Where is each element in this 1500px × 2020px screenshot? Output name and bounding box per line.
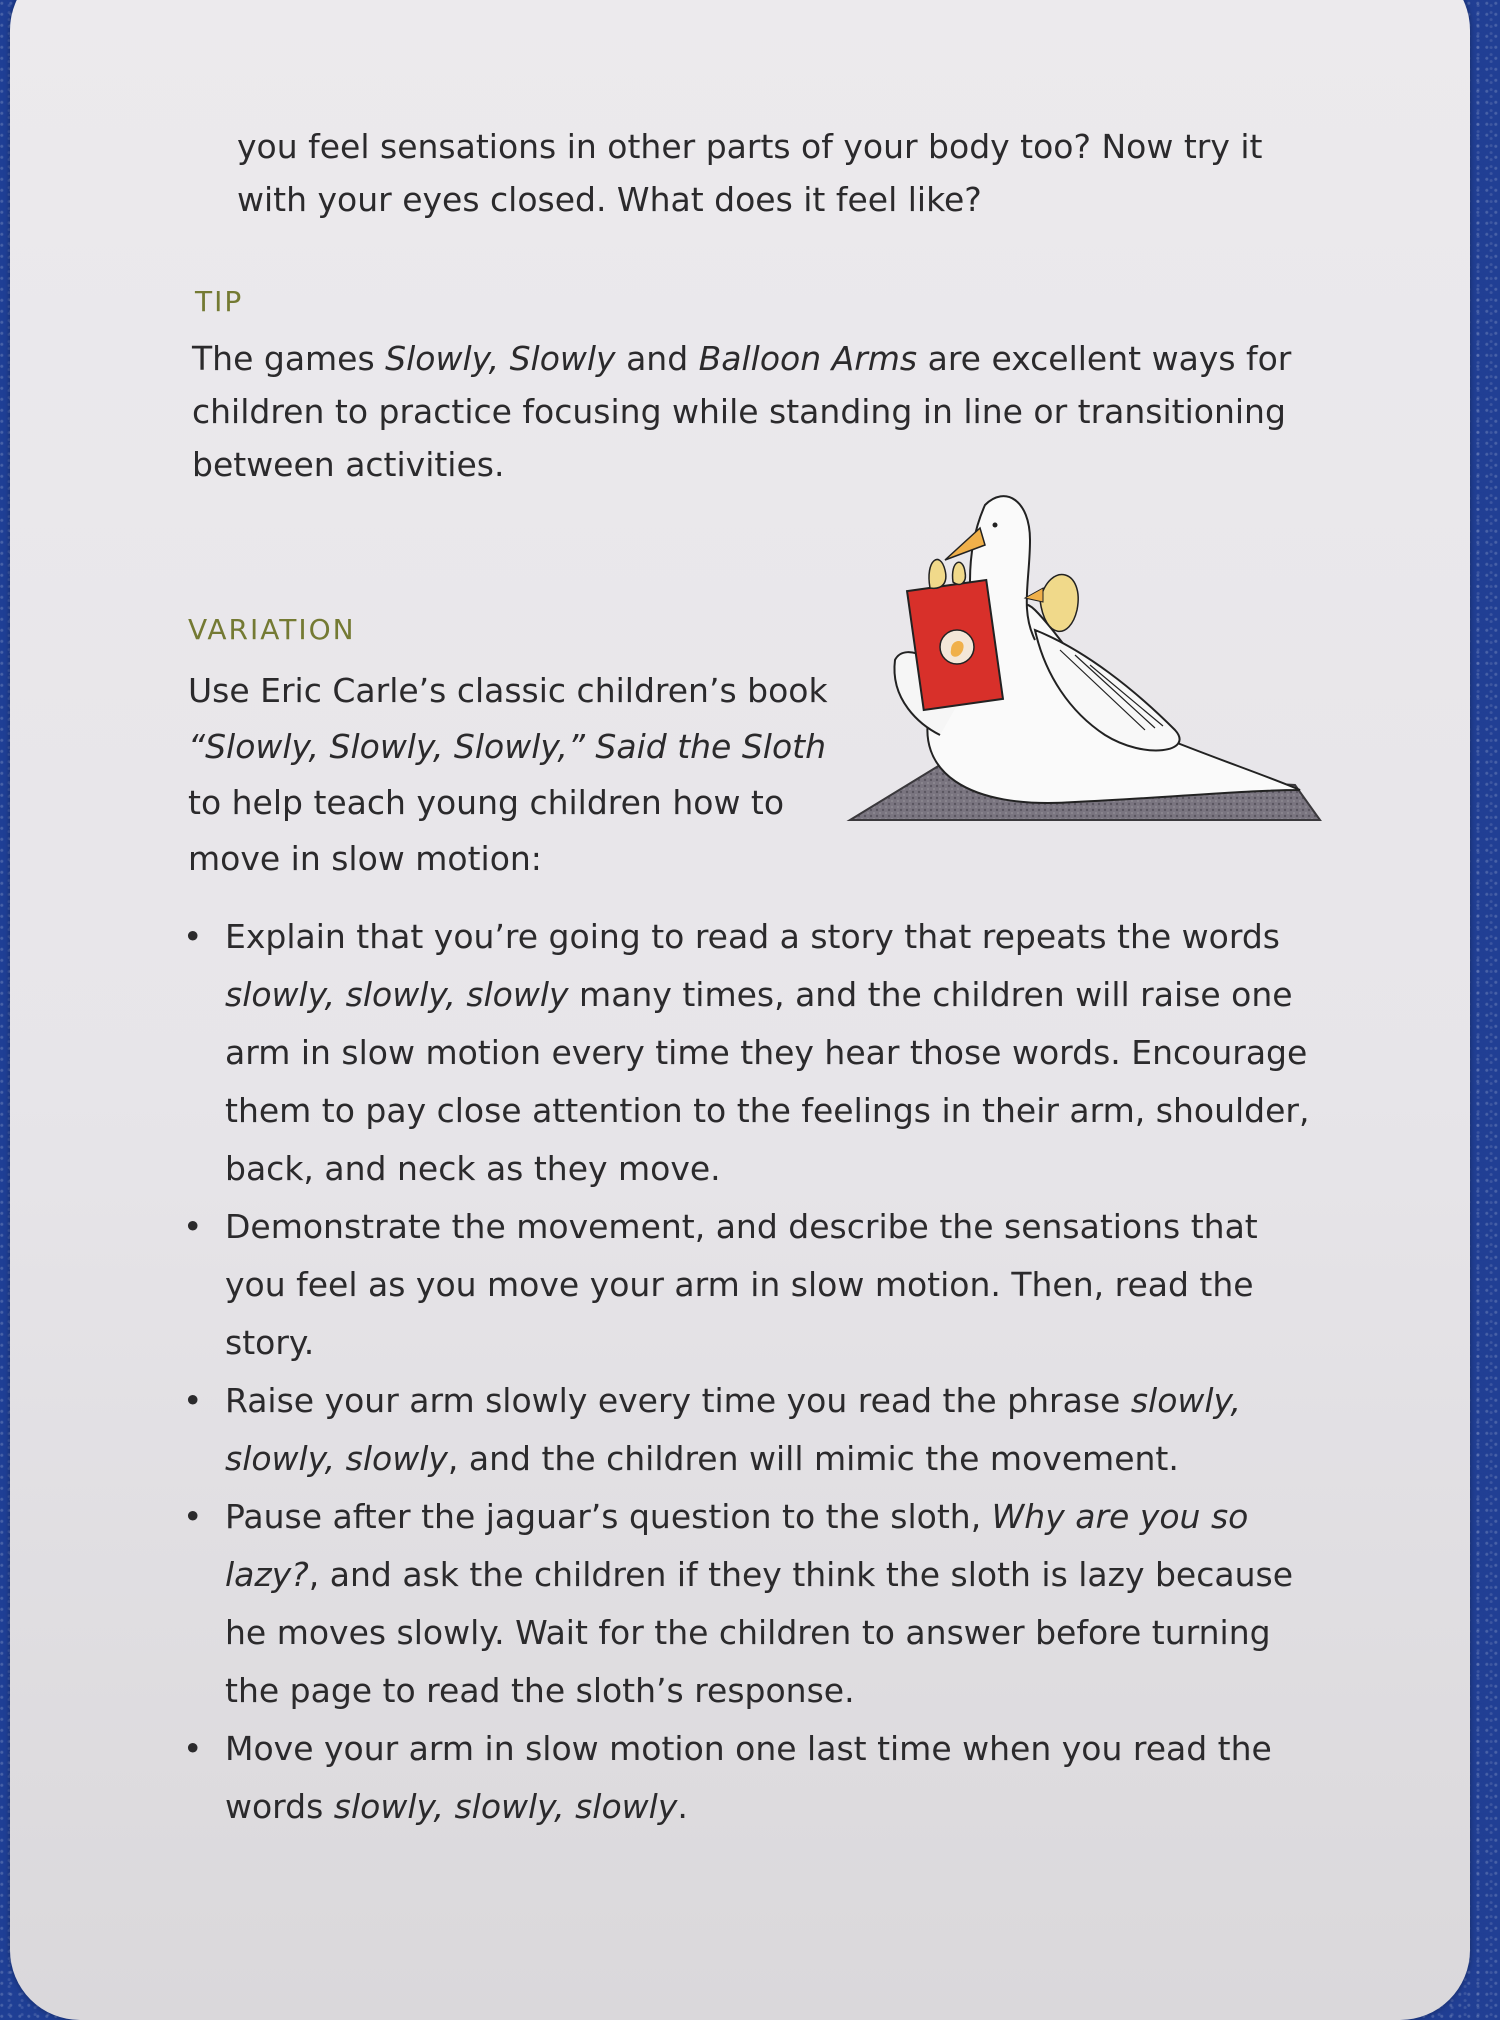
tip-text: The games bbox=[192, 339, 386, 378]
list-text: Explain that you’re going to read a story that repeats the words bbox=[225, 917, 1280, 956]
emphasis-text: slowly, slowly, slowly bbox=[225, 975, 569, 1014]
instruction-list bbox=[175, 908, 1335, 1836]
tip-text: children to practice focusing while standing in line or transitioning bbox=[192, 392, 1286, 431]
variation-heading: VARIATION bbox=[188, 613, 356, 646]
list-item bbox=[175, 1720, 1335, 1836]
list-text: arm in slow motion every time they hear those words. Encourage bbox=[225, 1033, 1308, 1072]
list-text: story. bbox=[225, 1323, 315, 1362]
list-text: Demonstrate the movement, and describe the sensations that bbox=[225, 1207, 1258, 1246]
list-text: you feel as you move your arm in slow motion. Then, read the bbox=[225, 1265, 1254, 1304]
list-text: he moves slowly. Wait for the children to answer before turning bbox=[225, 1613, 1271, 1652]
bullet-icon: • bbox=[183, 1497, 203, 1536]
list-text: them to pay close attention to the feelings in their arm, shoulder, bbox=[225, 1091, 1310, 1130]
emphasis-text: Why are you so bbox=[991, 1497, 1249, 1536]
list-text: Raise your arm slowly every time you read the phrase bbox=[225, 1381, 1131, 1420]
list-text: the page to read the sloth’s response. bbox=[225, 1671, 855, 1710]
duck-reading-illustration bbox=[845, 490, 1325, 830]
variation-text: move in slow motion: bbox=[188, 839, 542, 878]
emphasis-text: slowly, slowly, slowly bbox=[333, 1787, 678, 1826]
list-text: , and ask the children if they think the sloth is lazy because bbox=[308, 1555, 1294, 1594]
list-item bbox=[175, 908, 1335, 1198]
tip-heading: TIP bbox=[195, 285, 244, 318]
tip-paragraph bbox=[192, 332, 1291, 491]
bullet-icon: • bbox=[183, 1207, 203, 1246]
variation-text: Use Eric Carle’s classic children’s book bbox=[188, 671, 828, 710]
intro-line: with your eyes closed. What does it feel like? bbox=[237, 180, 982, 219]
list-item bbox=[175, 1198, 1335, 1372]
list-text: . bbox=[677, 1787, 688, 1826]
list-item bbox=[175, 1488, 1335, 1720]
bullet-icon: • bbox=[183, 1729, 203, 1768]
emphasis-text: slowly, bbox=[1130, 1381, 1241, 1420]
list-item bbox=[175, 1372, 1335, 1488]
intro-paragraph bbox=[237, 120, 1262, 226]
emphasis-text: lazy? bbox=[225, 1555, 309, 1594]
tip-text: and bbox=[615, 339, 699, 378]
variation-paragraph bbox=[188, 663, 828, 887]
tip-game-title: Slowly, Slowly bbox=[385, 339, 616, 378]
book-icon bbox=[907, 580, 1003, 710]
list-text: , and the children will mimic the movement. bbox=[447, 1439, 1179, 1478]
list-text: Move your arm in slow motion one last time when you read the bbox=[225, 1729, 1272, 1768]
tip-game-title: Balloon Arms bbox=[698, 339, 918, 378]
intro-line: you feel sensations in other parts of your body too? Now try it bbox=[237, 127, 1263, 166]
tip-text: are excellent ways for bbox=[917, 339, 1292, 378]
bullet-icon: • bbox=[183, 1381, 203, 1420]
bullet-icon: • bbox=[183, 917, 203, 956]
list-text: words bbox=[225, 1787, 334, 1826]
variation-text: to help teach young children how to bbox=[188, 783, 785, 822]
list-text: many times, and the children will raise one bbox=[568, 975, 1293, 1014]
book-title: “Slowly, Slowly, Slowly,” Said the Sloth bbox=[188, 727, 827, 766]
tip-text: between activities. bbox=[192, 445, 505, 484]
emphasis-text: slowly, slowly bbox=[225, 1439, 448, 1478]
list-text: Pause after the jaguar’s question to the sloth, bbox=[225, 1497, 992, 1536]
list-text: back, and neck as they move. bbox=[225, 1149, 721, 1188]
